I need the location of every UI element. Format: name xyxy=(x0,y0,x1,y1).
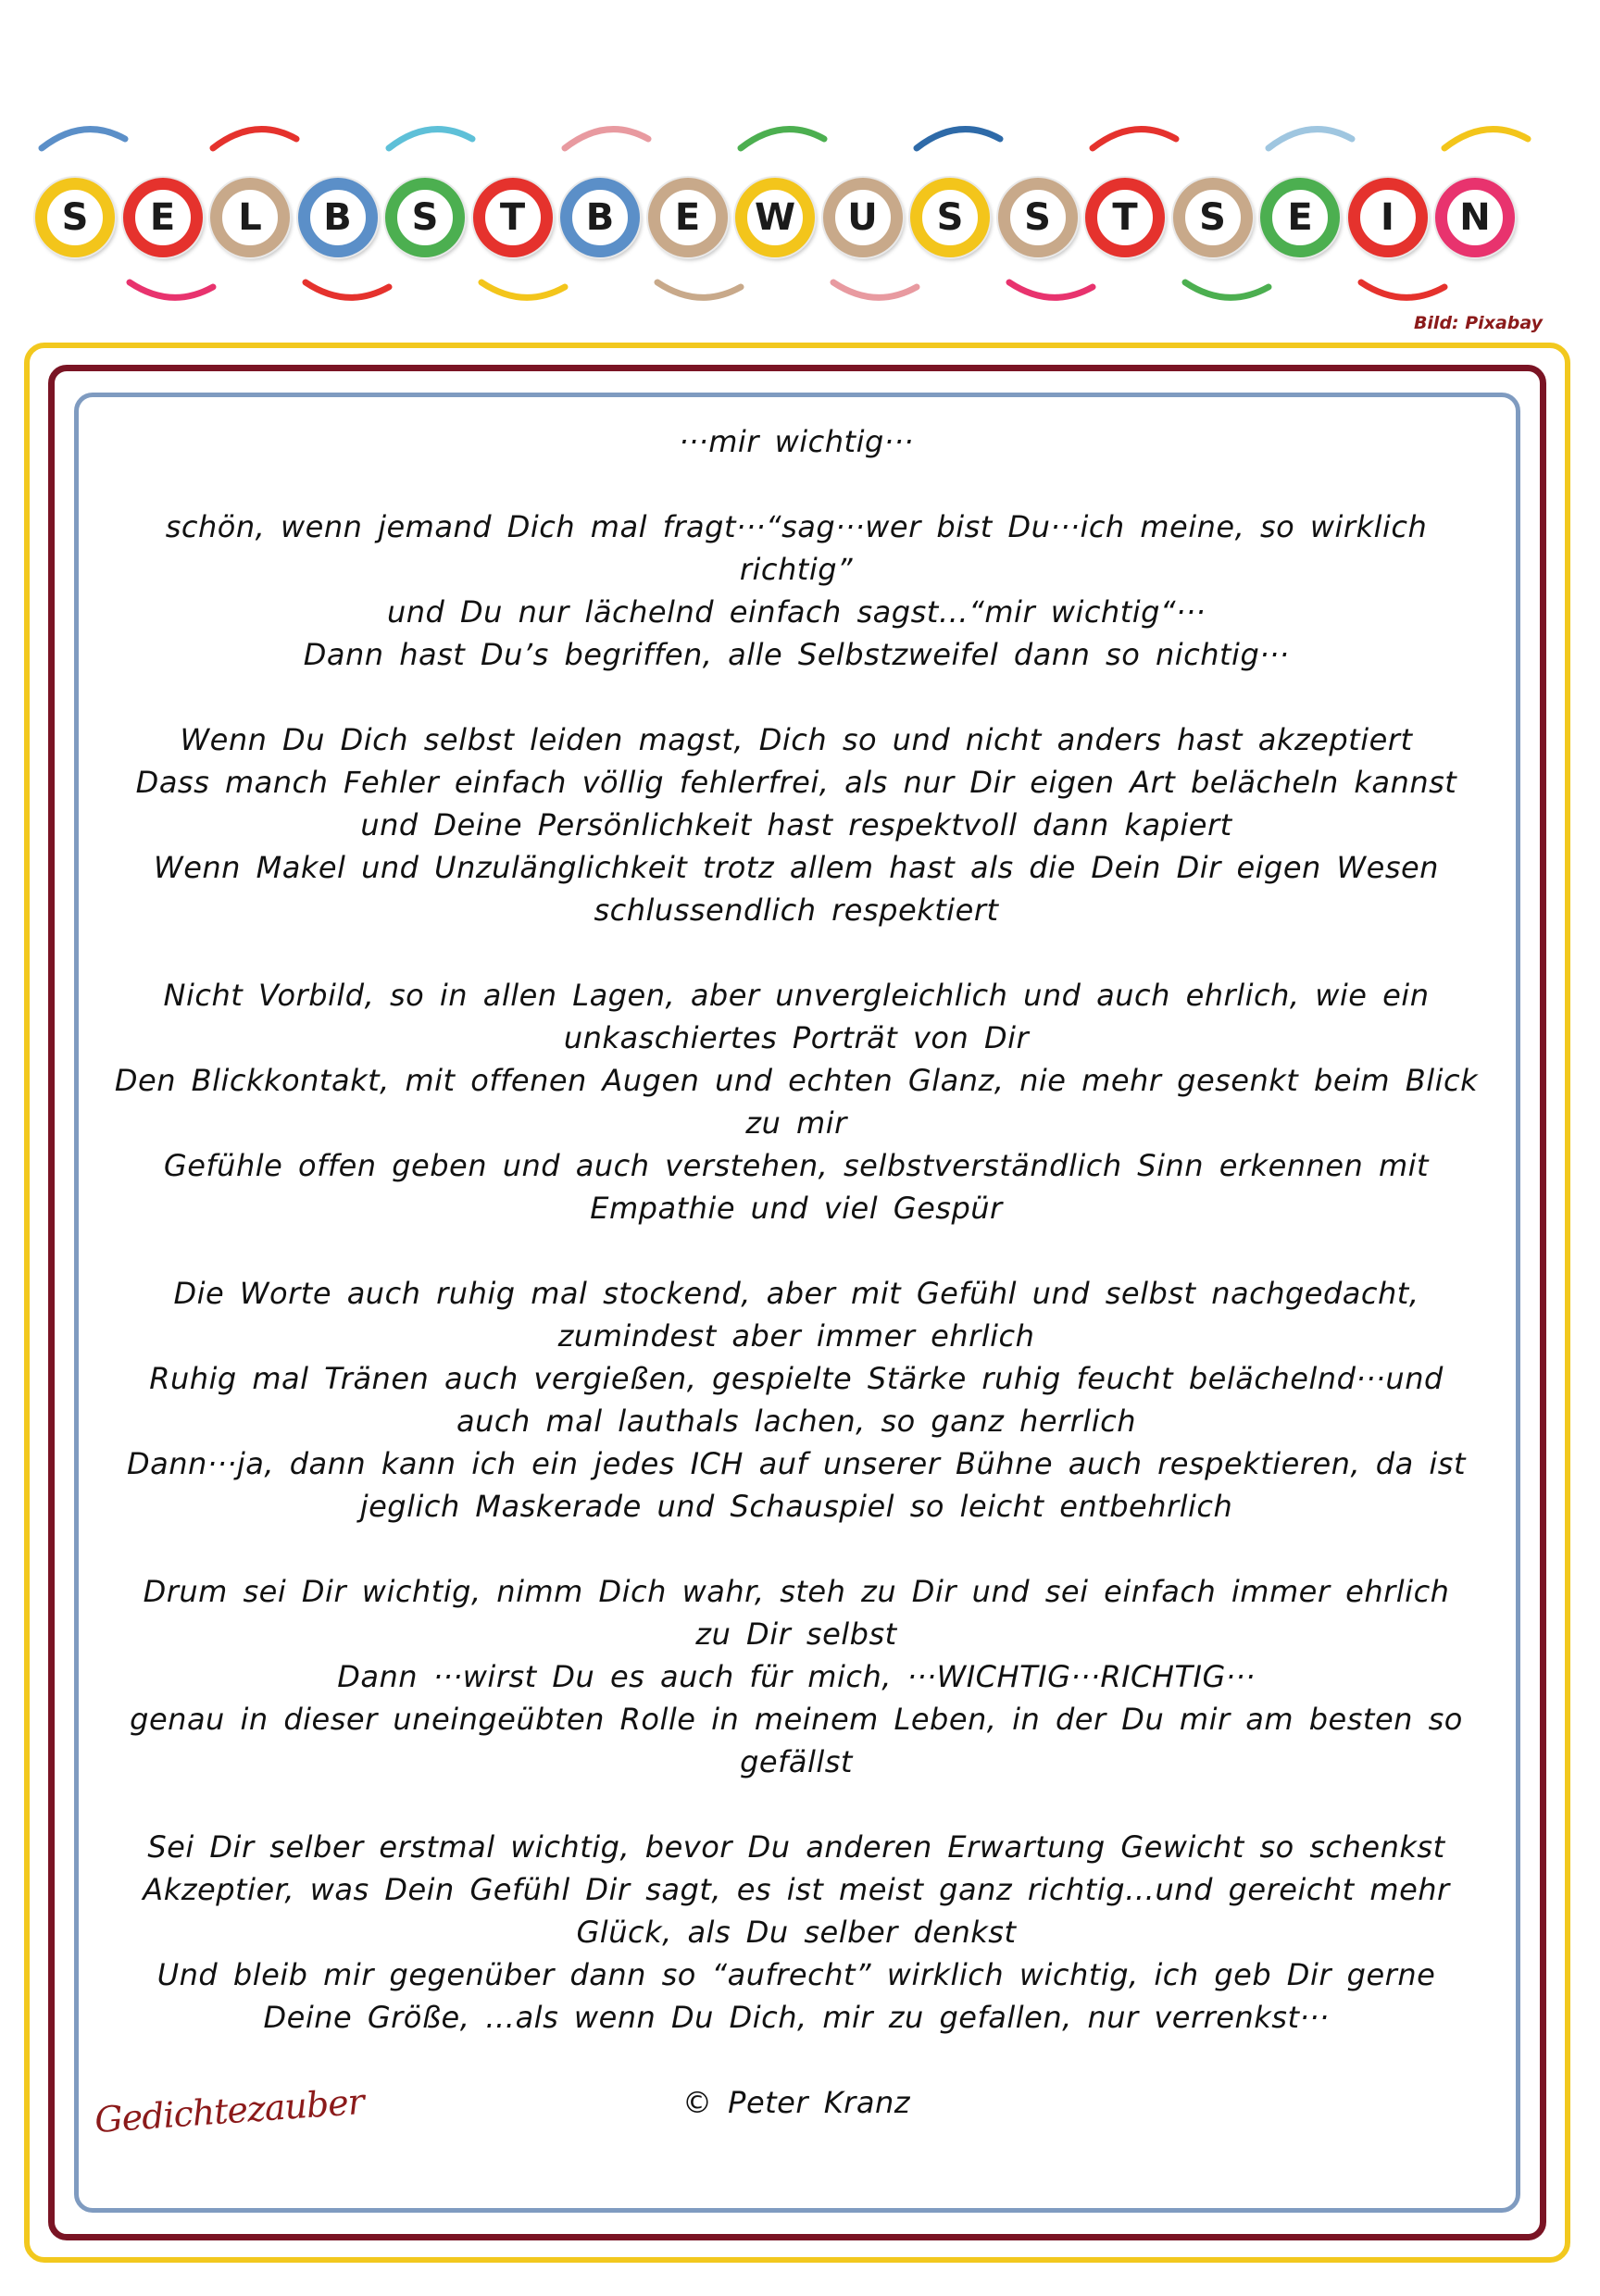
poem-line: gefällst xyxy=(740,1744,853,1779)
poem-line: zumindest aber immer ehrlich xyxy=(557,1318,1035,1354)
poem-line: Ruhig mal Tränen auch vergießen, gespielte Stärke ruhig feucht belächelnd···und xyxy=(149,1361,1444,1396)
poem-line: Dann hast Du’s begriffen, alle Selbstzweifel dann so nichtig··· xyxy=(303,637,1290,672)
title-banner xyxy=(28,111,1583,324)
title-letter: L xyxy=(238,196,262,239)
title-letter: S xyxy=(61,196,89,239)
title-letter-ball xyxy=(823,178,903,257)
title-letter: U xyxy=(847,196,878,239)
title-letter-ball xyxy=(1085,178,1165,257)
title-letter-ball xyxy=(123,178,203,257)
title-letter-ball xyxy=(473,178,553,257)
poem-line: Dass manch Fehler einfach völlig fehlerfrei, als nur Dir eigen Art belächeln kannst xyxy=(135,765,1457,800)
poem xyxy=(111,420,1481,2124)
title-letter: E xyxy=(149,196,176,239)
poem-line: Wenn Makel und Unzulänglichkeit trotz allem hast als die Dein Dir eigen Wesen xyxy=(154,850,1439,885)
poem-line: Und bleib mir gegenüber dann so “aufrecht” wirklich wichtig, ich geb Dir gerne xyxy=(156,1957,1436,1992)
poem-line: Dann ···wirst Du es auch für mich, ···WICHTIG···RICHTIG··· xyxy=(337,1659,1256,1694)
title-letters xyxy=(28,111,1583,324)
title-letter-ball xyxy=(210,178,290,257)
title-letter: S xyxy=(1199,196,1226,239)
poem-line: genau in dieser uneingeübten Rolle in meinem Leben, in der Du mir am besten so xyxy=(130,1702,1463,1737)
poem-line: auch mal lauthals lachen, so ganz herrlich xyxy=(456,1404,1136,1439)
poem-line: Dann···ja, dann kann ich ein jedes ICH auf unserer Bühne auch respektieren, da ist xyxy=(127,1446,1466,1481)
title-letter-ball xyxy=(648,178,728,257)
title-letter-ball xyxy=(1348,178,1428,257)
title-letter-ball xyxy=(298,178,378,257)
title-letter-ball xyxy=(998,178,1078,257)
title-letter: S xyxy=(936,196,964,239)
title-letter-ball xyxy=(560,178,640,257)
poem-line: Den Blickkontakt, mit offenen Augen und echten Glanz, nie mehr gesenkt beim Blick xyxy=(114,1063,1479,1098)
stanza-1 xyxy=(111,505,1481,676)
title-letter: S xyxy=(411,196,439,239)
title-letter: T xyxy=(499,196,526,239)
title-letter-ball xyxy=(1260,178,1340,257)
poem-line: Drum sei Dir wichtig, nimm Dich wahr, steh zu Dir und sei einfach immer ehrlich xyxy=(143,1574,1450,1609)
poem-line: zu Dir selbst xyxy=(695,1616,897,1652)
title-letter: B xyxy=(323,196,352,239)
poem-line: Deine Größe, …als wenn Du Dich, mir zu gefallen, nur verrenkst··· xyxy=(263,2000,1330,2035)
poem-line: Die Worte auch ruhig mal stockend, aber mit Gefühl und selbst nachgedacht, xyxy=(173,1276,1419,1311)
title-letter: T xyxy=(1112,196,1138,239)
poem-line: Sei Dir selber erstmal wichtig, bevor Du anderen Erwartung Gewicht so schenkst xyxy=(147,1829,1445,1865)
stanza-4 xyxy=(111,1272,1481,1528)
poem-line: Akzeptier, was Dein Gefühl Dir sagt, es ist meist ganz richtig…und gereicht mehr xyxy=(143,1872,1450,1907)
title-letter-ball xyxy=(35,178,115,257)
poem-line: jeglich Maskerade und Schauspiel so leicht entbehrlich xyxy=(359,1489,1233,1524)
title-letter: W xyxy=(754,196,796,239)
title-letter: E xyxy=(674,196,701,239)
title-letter: S xyxy=(1024,196,1051,239)
copyright: © Peter Kranz xyxy=(681,2085,911,2120)
image-credit: Bild: Pixabay xyxy=(1413,313,1543,333)
title-letter: N xyxy=(1459,196,1491,239)
title-letter-ball xyxy=(910,178,990,257)
title-letter: B xyxy=(585,196,615,239)
poem-line: schlussendlich respektiert xyxy=(594,892,999,928)
poem-line: zu mir xyxy=(745,1105,847,1141)
stanza-3 xyxy=(111,974,1481,1229)
poem-line: schön, wenn jemand Dich mal fragt···“sag···wer bist Du···ich meine, so wirklich xyxy=(165,509,1428,544)
poem-line: Nicht Vorbild, so in allen Lagen, aber unvergleichlich und auch ehrlich, wie ein xyxy=(163,978,1430,1013)
poem-line: und Deine Persönlichkeit hast respektvoll dann kapiert xyxy=(360,807,1232,842)
signature-logo: Gedichtezauber xyxy=(93,2080,366,2141)
poem-line: richtig” xyxy=(739,552,854,587)
stanza-6 xyxy=(111,1826,1481,2039)
poem-title: ···mir wichtig··· xyxy=(679,424,914,459)
title-letter-ball xyxy=(1435,178,1515,257)
title-letter: E xyxy=(1287,196,1313,239)
poem-line: unkaschiertes Porträt von Dir xyxy=(563,1020,1030,1055)
title-letter-ball xyxy=(385,178,465,257)
title-letter-ball xyxy=(1173,178,1253,257)
stanza-2 xyxy=(111,718,1481,931)
poem-line: Glück, als Du selber denkst xyxy=(576,1915,1017,1950)
poem-line: und Du nur lächelnd einfach sagst…“mir wichtig“··· xyxy=(386,594,1206,630)
stanza-5 xyxy=(111,1570,1481,1783)
title-letter: I xyxy=(1381,196,1394,239)
poem-line: Wenn Du Dich selbst leiden magst, Dich so und nicht anders hast akzeptiert xyxy=(180,722,1413,757)
poem-line: Empathie und viel Gespür xyxy=(590,1191,1003,1226)
poem-line: Gefühle offen geben und auch verstehen, selbstverständlich Sinn erkennen mit xyxy=(163,1148,1430,1183)
title-letter-ball xyxy=(735,178,815,257)
